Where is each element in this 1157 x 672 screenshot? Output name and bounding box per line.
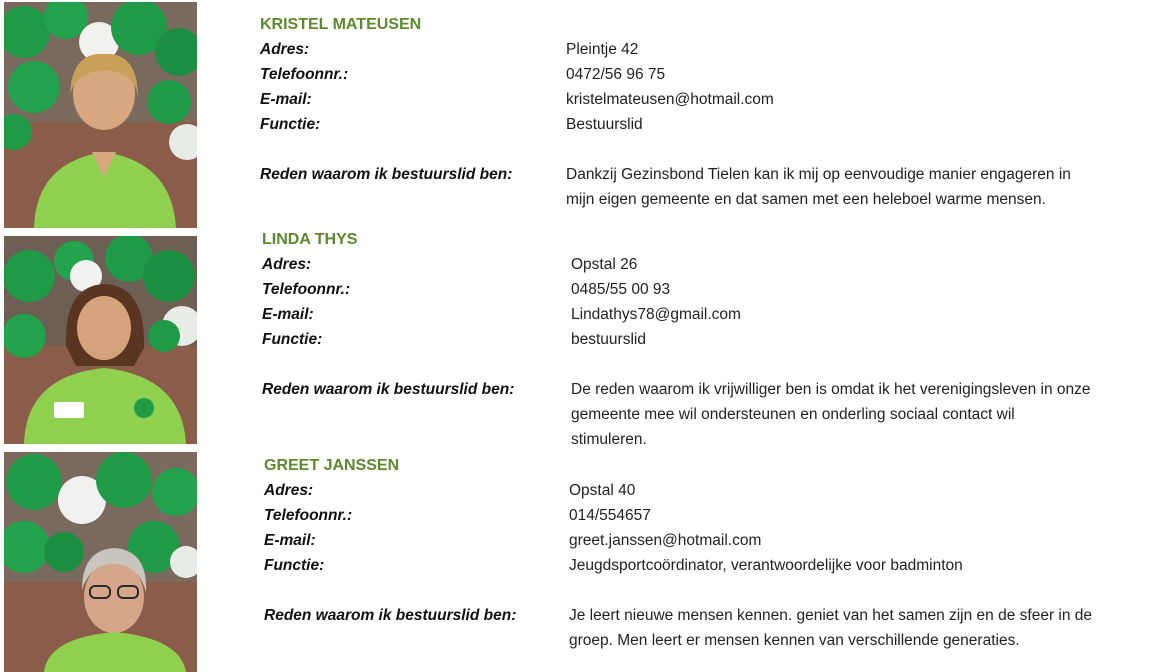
member-name: LINDA THYS <box>262 231 358 248</box>
function-label: Functie: <box>262 331 323 348</box>
phone-value: 014/554657 <box>569 507 651 524</box>
reason-text <box>571 377 1157 452</box>
phone-label: Telefoonnr.: <box>260 66 349 83</box>
member-name: KRISTEL MATEUSEN <box>260 16 422 33</box>
portrait-image <box>4 452 197 672</box>
function-value: bestuurslid <box>571 331 646 348</box>
email-label: E-mail: <box>260 91 312 108</box>
member-photo-greet <box>4 452 197 672</box>
address-value: Opstal 26 <box>571 256 638 273</box>
reason-line: Dankzij Gezinsbond Tielen kan ik mij op eenvoudige manier engageren in <box>566 166 1071 183</box>
function-label: Functie: <box>260 116 321 133</box>
address-value: Pleintje 42 <box>566 41 639 58</box>
reason-label: Reden waarom ik bestuurslid ben: <box>264 607 517 624</box>
reason-line: gemeente mee wil ondersteunen en onderling sociaal contact wil <box>571 406 1015 423</box>
reason-text <box>569 603 1155 653</box>
reason-line: stimuleren. <box>571 431 647 448</box>
phone-value: 0485/55 00 93 <box>571 281 671 298</box>
phone-label: Telefoonnr.: <box>262 281 351 298</box>
reason-text <box>566 162 1146 212</box>
reason-line: Je leert nieuwe mensen kennen. geniet van het samen zijn en de sfeer in de <box>569 607 1093 624</box>
portrait-image <box>4 2 197 228</box>
reason-label: Reden waarom ik bestuurslid ben: <box>260 166 513 183</box>
portrait-image <box>4 236 197 444</box>
reason-label: Reden waarom ik bestuurslid ben: <box>262 381 515 398</box>
phone-value: 0472/56 96 75 <box>566 66 666 83</box>
address-label: Adres: <box>262 256 312 273</box>
reason-line: groep. Men leert er mensen kennen van verschillende generaties. <box>569 632 1020 649</box>
reason-line: De reden waarom ik vrijwilliger ben is omdat ik het verenigingsleven in onze <box>571 381 1091 398</box>
member-photo-kristel <box>4 2 197 228</box>
address-label: Adres: <box>264 482 314 499</box>
reason-line: mijn eigen gemeente en dat samen met een heleboel warme mensen. <box>566 191 1046 208</box>
member-photo-linda <box>4 236 197 444</box>
email-value: Lindathys78@gmail.com <box>571 306 741 323</box>
function-value: Bestuurslid <box>566 116 643 133</box>
function-value: Jeugdsportcoördinator, verantwoordelijke voor badminton <box>569 557 963 574</box>
address-value: Opstal 40 <box>569 482 636 499</box>
email-value: greet.janssen@hotmail.com <box>569 532 762 549</box>
phone-label: Telefoonnr.: <box>264 507 353 524</box>
function-label: Functie: <box>264 557 325 574</box>
address-label: Adres: <box>260 41 310 58</box>
email-label: E-mail: <box>262 306 314 323</box>
email-label: E-mail: <box>264 532 316 549</box>
member-name: GREET JANSSEN <box>264 457 400 474</box>
email-value: kristelmateusen@hotmail.com <box>566 91 774 108</box>
